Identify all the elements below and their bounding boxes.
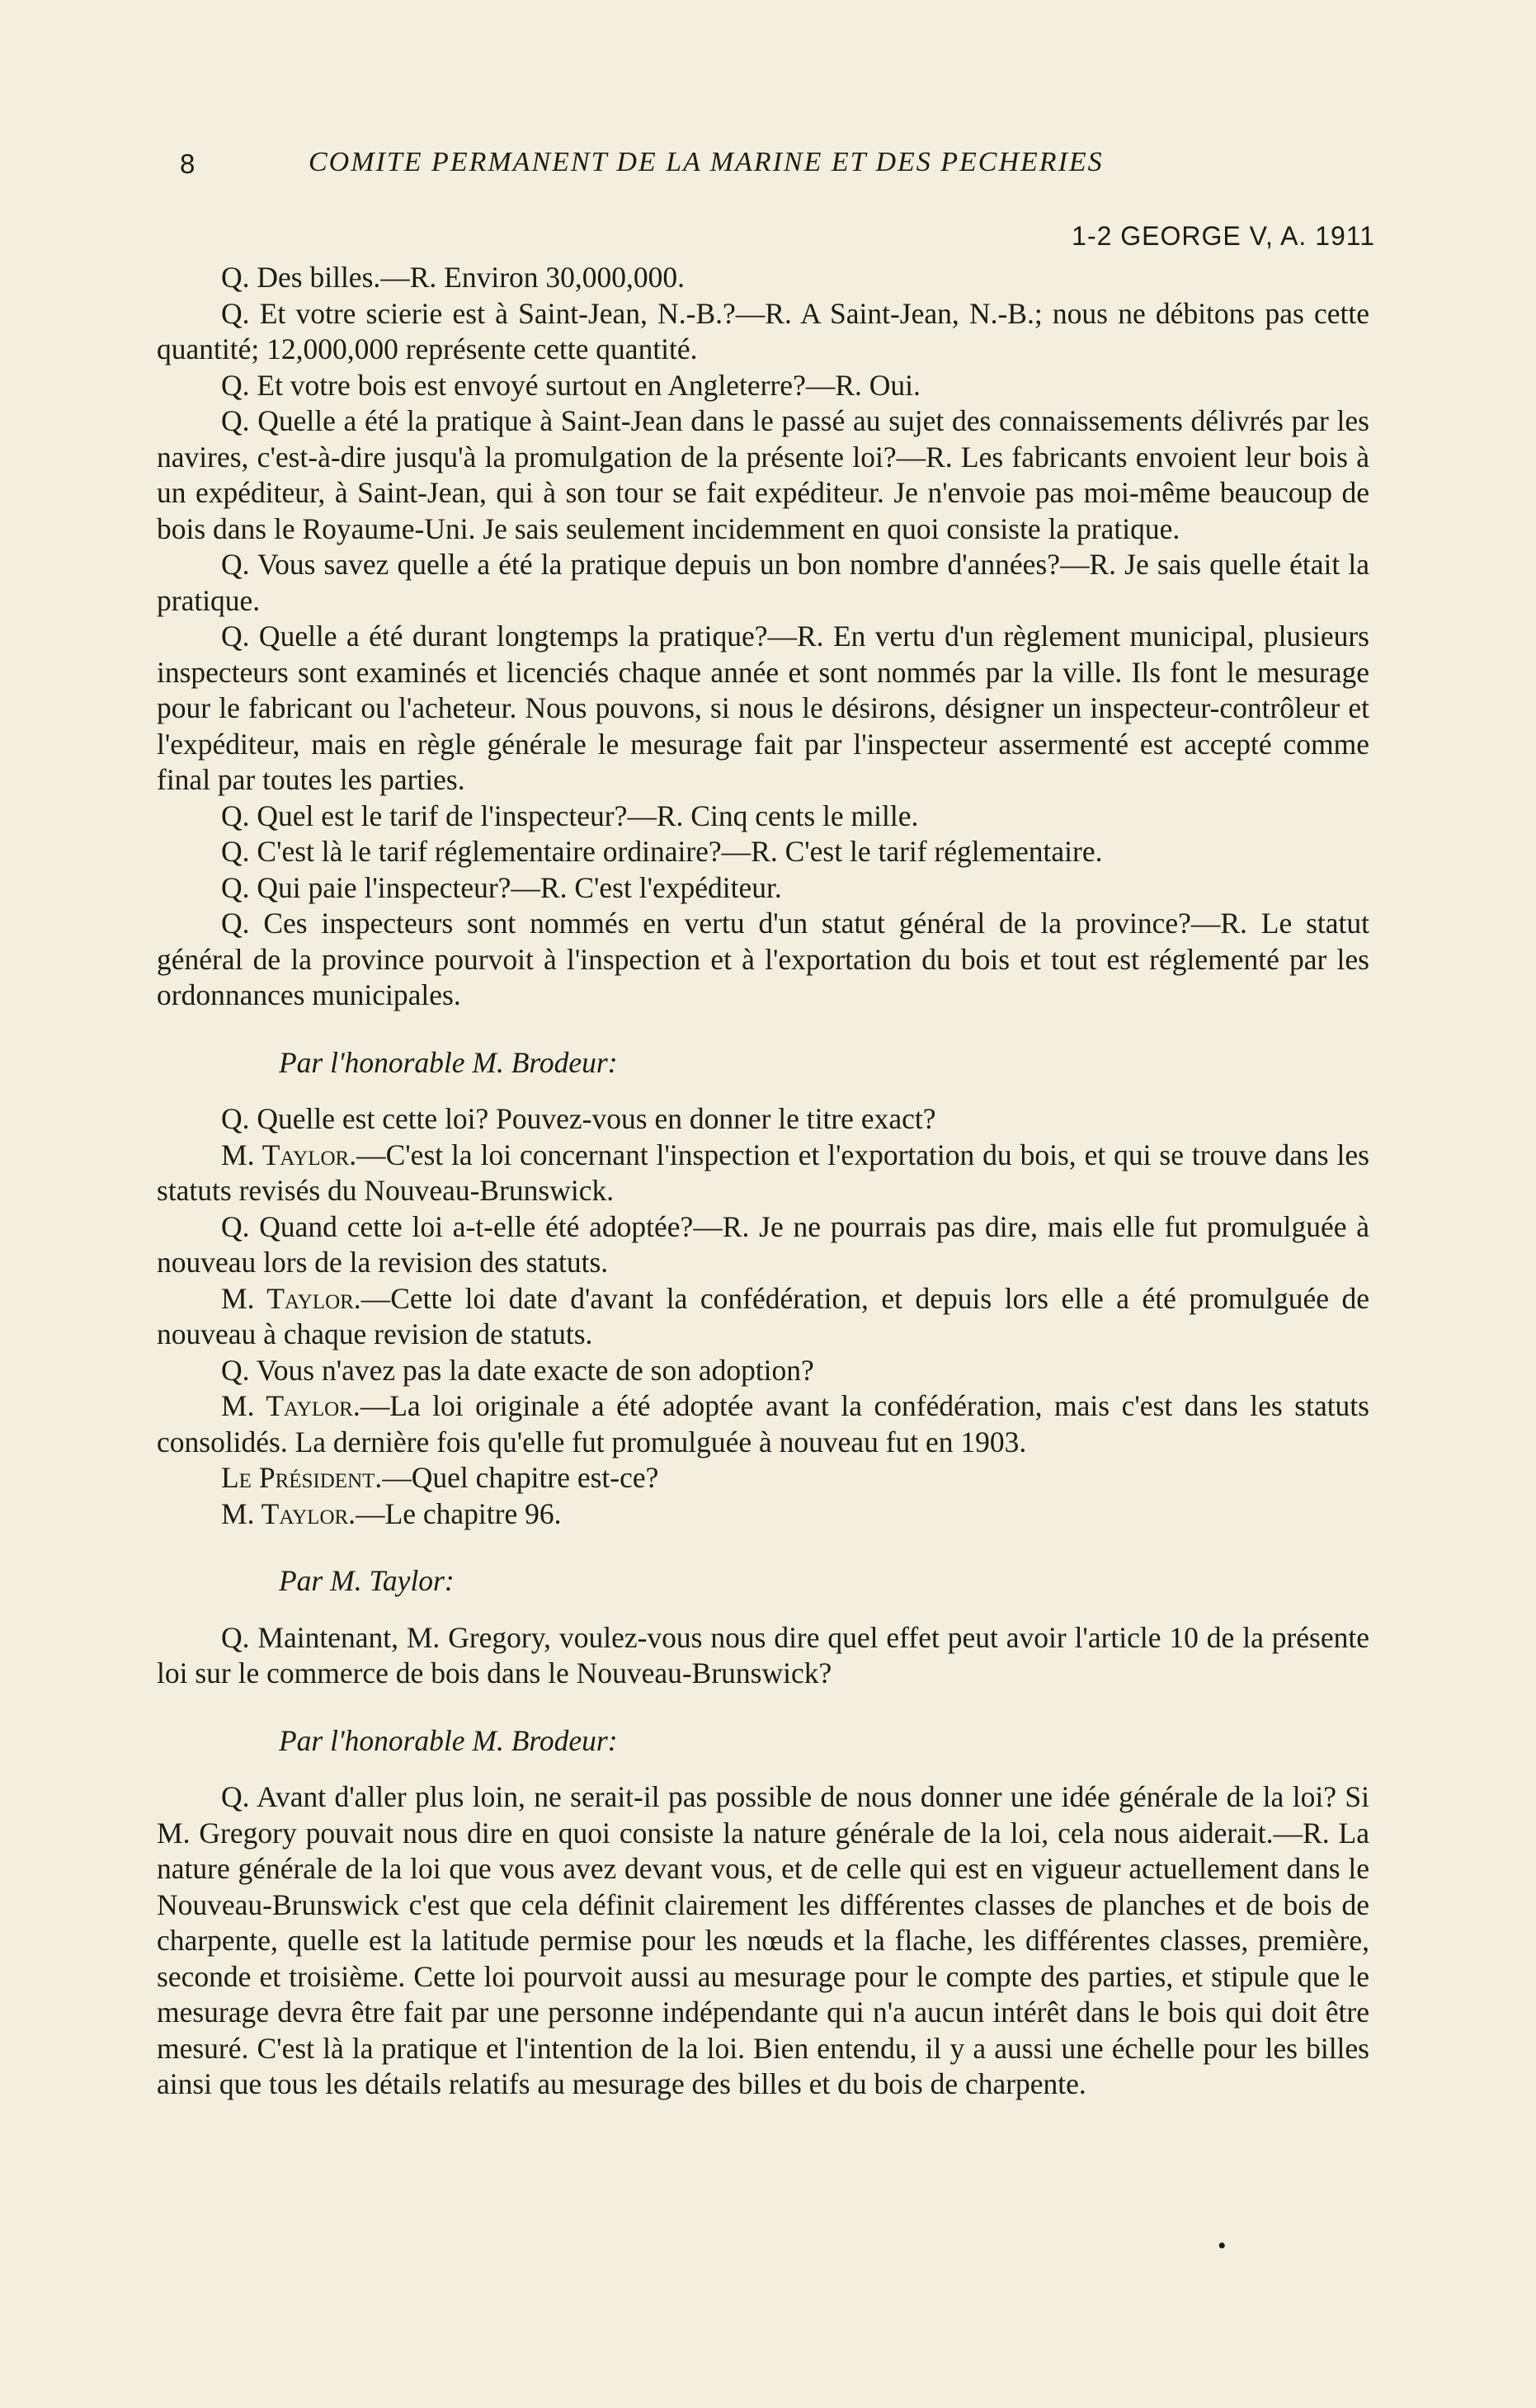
speaker-text: —La loi originale a été adoptée avant la confédération, mais c'est dans les statuts consolidés. La dernière fois qu'elle fut promulguée à nouveau fut en 1903.: [157, 1389, 1369, 1458]
page-number: 8: [180, 148, 196, 179]
session-label: 1-2 GEORGE V, A. 1911: [1072, 221, 1375, 251]
speaker-text: —Quel chapitre est-ce?: [382, 1461, 659, 1494]
running-title: COMITE PERMANENT DE LA MARINE ET DES PECHERIES: [309, 147, 1104, 177]
section-heading: Par M. Taylor:: [279, 1564, 455, 1597]
speaker-paragraph: [157, 1138, 1369, 1209]
section-heading: Par l'honorable M. Brodeur:: [279, 1723, 618, 1757]
paragraph: Q. Et votre scierie est à Saint-Jean, N.-B.?—R. A Saint-Jean, N.-B.; nous ne débitons pas cette quantité; 12,000,000 représente cette quantité.: [157, 296, 1369, 365]
paragraph: Q. Qui paie l'inspecteur?—R. C'est l'expéditeur.: [221, 870, 782, 904]
speaker-text: —Le chapitre 96.: [356, 1496, 562, 1530]
paragraph: Q. Quelle est cette loi? Pouvez-vous en donner le titre exact?: [221, 1102, 936, 1135]
speaker-paragraph: [157, 1388, 1369, 1460]
paragraph: Q. Des billes.—R. Environ 30,000,000.: [221, 261, 686, 294]
paragraph: Q. Quand cette loi a-t-elle été adoptée?—R. Je ne pourrais pas dire, mais elle fut promulguée à nouveau lors de la revision des statuts.: [157, 1209, 1369, 1279]
paragraph: Q. Quel est le tarif de l'inspecteur?—R. Cinq cents le mille.: [221, 799, 919, 832]
speaker-name: M. Taylor.: [221, 1138, 357, 1171]
section-heading: Par l'honorable M. Brodeur:: [279, 1045, 618, 1079]
speaker-paragraph: [157, 1460, 1369, 1496]
paragraph: Q. Ces inspecteurs sont nommés en vertu d'un statut général de la province?—R. Le statut général de la province pourvoit à l'inspection et à l'exportation du bois et tout est réglementé par les ordonnances municipales.: [157, 907, 1369, 1011]
speaker-name: M. Taylor.: [221, 1281, 361, 1315]
speaker-name: Le Président.: [221, 1461, 383, 1494]
paragraph: Q. Vous savez quelle a été la pratique depuis un bon nombre d'années?—R. Je sais quelle était la pratique.: [157, 548, 1369, 617]
paragraph: Q. Maintenant, M. Gregory, voulez-vous nous dire quel effet peut avoir l'article 10 de la présente loi sur le commerce de bois dans le Nouveau-Brunswick?: [157, 1620, 1369, 1689]
speaker-paragraph: [157, 1281, 1369, 1353]
paragraph: Q. Quelle a été durant longtemps la pratique?—R. En vertu d'un règlement municipal, plusieurs inspecteurs sont examinés et licenciés chaque année et sont nommés par la ville. Ils font le mesurage pour le fabricant ou l'acheteur. Nous pouvons, si nous le désirons, désigner un inspecteur-contrôleur et l'expéditeur, mais en règle générale le mesurage fait par l'inspecteur assermenté est accepté comme final par toutes les parties.: [157, 620, 1369, 796]
paragraph: Q. Quelle a été la pratique à Saint-Jean dans le passé au sujet des connaissements délivrés par les navires, c'est-à-dire jusqu'à la promulgation de la présente loi?—R. Les fabricants envoient leur bois à un expéditeur, à Saint-Jean, qui à son tour se fait expéditeur. Je n'envoie pas moi-même beaucoup de bois dans le Royaume-Uni. Je sais seulement incidemment en quoi consiste la pratique.: [157, 404, 1369, 545]
paragraph: Q. Vous n'avez pas la date exacte de son adoption?: [221, 1353, 814, 1387]
speaker-text: —Cette loi date d'avant la confédération, et depuis lors elle a été promulguée de nouveau à chaque revision de statuts.: [157, 1281, 1369, 1350]
paragraph: Q. Avant d'aller plus loin, ne serait-il pas possible de nous donner une idée générale de la loi? Si M. Gregory pouvait nous dire en quoi consiste la nature générale de la loi, cela nous aiderait.—R. La nature générale de la loi que vous avez devant vous, et de celle qui est en vigueur actuellement dans le Nouveau-Brunswick c'est que cela définit clairement les différentes classes de planches et de bois de charpente, quelle est la latitude permise pour les nœuds et la flache, les différentes classes, première, seconde et troisième. Cette loi pourvoit aussi au mesurage pour le compte des parties, et stipule que le mesurage devra être fait par une personne indépendante qui n'a aucun intérêt dans le bois qui doit être mesuré. C'est là la pratique et l'intention de la loi. Bien entendu, il y a aussi une échelle pour les billes ainsi que tous les détails relatifs au mesurage des billes et du bois de charpente.: [157, 1780, 1369, 2100]
speaker-name: M. Taylor.: [221, 1389, 360, 1422]
paragraph: Q. C'est là le tarif réglementaire ordinaire?—R. C'est le tarif réglementaire.: [221, 835, 1103, 868]
speaker-name: M. Taylor.: [221, 1496, 356, 1530]
paragraph: Q. Et votre bois est envoyé surtout en Angleterre?—R. Oui.: [221, 368, 921, 402]
print-mark-icon: •: [1218, 2232, 1227, 2260]
body-text: [157, 260, 1369, 2103]
speaker-text: —C'est la loi concernant l'inspection et l'exportation du bois, et qui se trouve dans les statuts revisés du Nouveau-Brunswick.: [157, 1138, 1369, 1207]
speaker-paragraph: [157, 1496, 1369, 1533]
